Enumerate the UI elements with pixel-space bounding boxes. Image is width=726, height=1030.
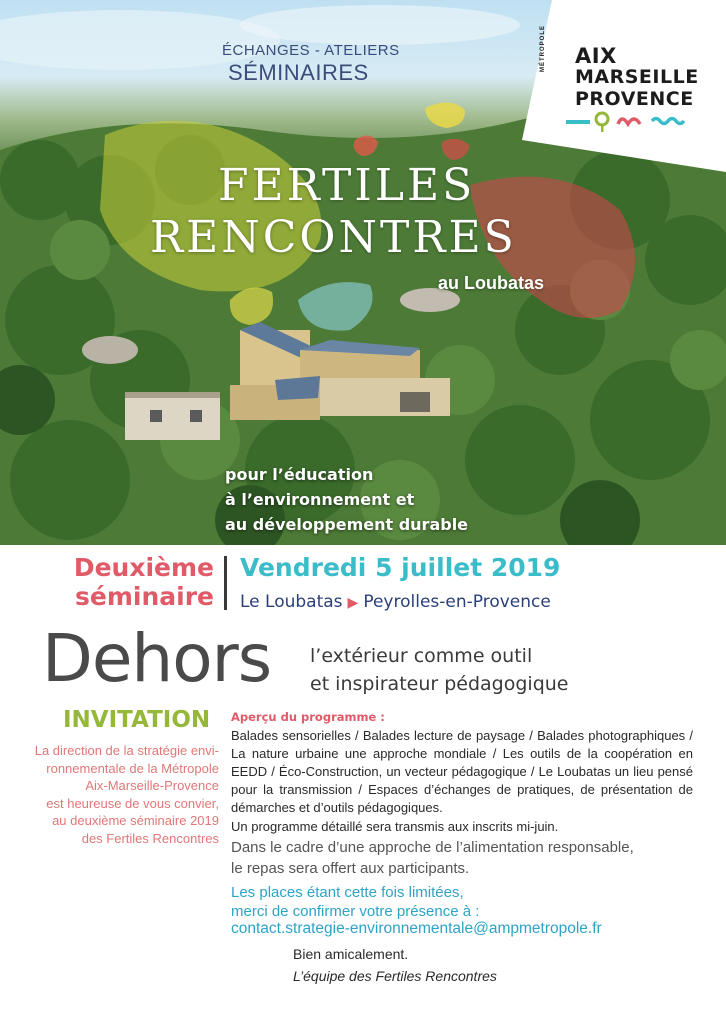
- kicker-line2: SÉMINAIRES: [228, 60, 369, 85]
- seminar-divider: [224, 556, 227, 610]
- arrow-right-icon: ▶: [347, 595, 359, 611]
- invitation-title: INVITATION: [63, 707, 211, 733]
- places-line1: Les places étant cette fois limitées,: [231, 884, 464, 901]
- theme-title: Dehors: [42, 620, 272, 697]
- seminar-label: [64, 553, 214, 611]
- place-from: Le Loubatas: [240, 592, 343, 612]
- programme-body: Balades sensorielles / Balades lecture de paysage / Balades photographiques / La nature urbaine une approche mondiale / Les outils de la coopération en EEDD / Éco-Construction, un vecteur pédagogique / Le Loubatas un lieu pensé pour la transmission / Espaces d’échanges de pratiques, de présentation de démarches et d’outils pédagogiques.: [231, 728, 693, 815]
- tagline-line: au développement durable: [225, 515, 469, 534]
- invitation-line: au deuxième séminaire 2019: [52, 813, 219, 828]
- seminar-label-line2: séminaire: [75, 582, 214, 611]
- seminar-date: Vendredi 5 juillet 2019: [240, 553, 561, 582]
- closing-text: Bien amicalement.: [293, 946, 409, 962]
- title-line2: RENCONTRES: [150, 212, 517, 263]
- kicker-line1: ÉCHANGES - ATELIERS: [222, 42, 400, 59]
- programme-heading: Aperçu du programme :: [231, 710, 385, 724]
- places-notice: [231, 883, 479, 921]
- places-line2: merci de confirmer votre présence à :: [231, 903, 480, 920]
- logo-marseille-text: MARSEILLE: [575, 66, 699, 88]
- tagline: [225, 462, 468, 537]
- tagline-line: à l’environnement et: [225, 490, 415, 509]
- invitation-text: [10, 742, 219, 847]
- location-tag: au Loubatas: [438, 273, 545, 293]
- logo-line-icon: [566, 120, 590, 124]
- logo-aix-text: AIX: [575, 44, 617, 68]
- logo-metropole-text: MÉTROPOLE: [540, 24, 546, 72]
- programme-meal: [231, 837, 634, 879]
- theme-subtitle: [310, 642, 569, 698]
- invitation-line: La direction de la stratégie envi-: [34, 743, 219, 758]
- contact-email-link[interactable]: contact.strategie-environnementale@ampmetropole.fr: [231, 920, 602, 937]
- seminar-label-line1: Deuxième: [73, 553, 214, 582]
- logo-provence-text: PROVENCE: [575, 88, 694, 110]
- seminar-place: [240, 592, 551, 612]
- invitation-line: des Fertiles Rencontres: [81, 830, 219, 846]
- meal-line2: le repas sera offert aux participants.: [231, 860, 470, 877]
- invitation-line: est heureuse de vous convier,: [46, 795, 219, 811]
- invitation-line: ronnementale de la Métropole: [46, 760, 219, 776]
- programme-detail: Un programme détaillé sera transmis aux inscrits mi-juin.: [231, 819, 559, 834]
- place-to: Peyrolles-en-Provence: [363, 592, 551, 612]
- title-line1: FERTILES: [218, 160, 476, 211]
- theme-subtitle-line1: l’extérieur comme outil: [310, 645, 533, 667]
- tagline-line: pour l’éducation: [225, 465, 374, 484]
- meal-line1: Dans le cadre d’une approche de l’alimentation responsable,: [231, 839, 634, 856]
- invitation-line: Aix-Marseille-Provence: [85, 778, 219, 793]
- signature-text: L’équipe des Fertiles Rencontres: [293, 968, 497, 984]
- theme-subtitle-line2: et inspirateur pédagogique: [310, 673, 569, 695]
